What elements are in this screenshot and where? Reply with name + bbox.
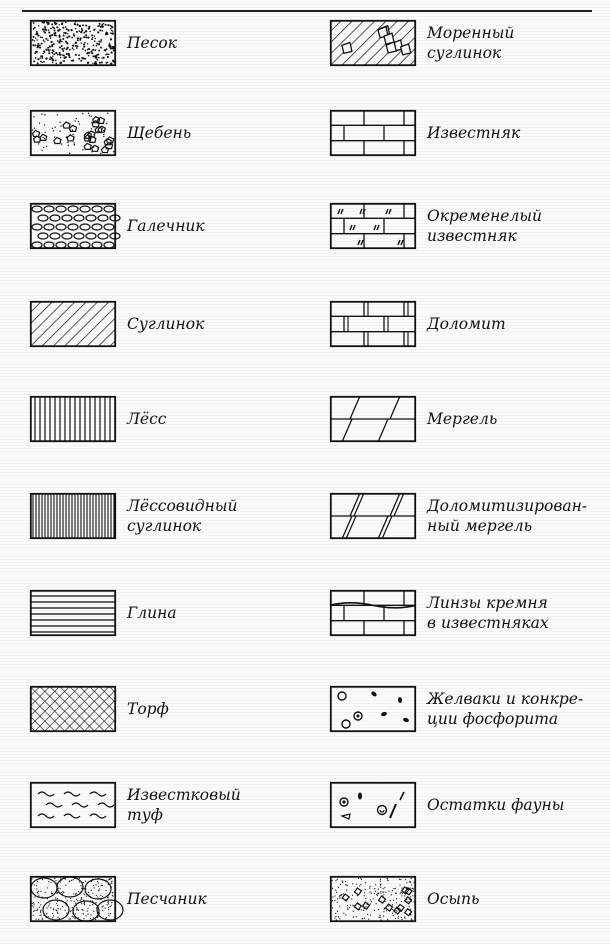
legend-label: Остатки фауны: [427, 796, 565, 814]
wavy-lines-swatch: [30, 782, 116, 828]
pebbles-swatch: [30, 203, 116, 249]
legend-label: Моренный суглинок: [427, 24, 515, 62]
legend-label: Окременелый известняк: [427, 207, 542, 245]
diagonal-hatch-swatch: [30, 301, 116, 347]
sand-swatch: [30, 20, 116, 66]
legend-label: Известняк: [427, 124, 521, 142]
legend-label: Известковый туф: [127, 786, 241, 824]
legend-label: Щебень: [127, 124, 192, 142]
slanted-brick-dolomitic-swatch: [330, 493, 416, 539]
legend-label: Желваки и конкре- ции фосфорита: [427, 690, 584, 728]
legend-label: Осыпь: [427, 890, 480, 908]
slanted-brick-swatch: [330, 396, 416, 442]
legend-label: Доломит: [427, 315, 506, 333]
legend-label: Доломитизирован- ный мергель: [427, 497, 588, 535]
scree-swatch: [330, 876, 416, 922]
legend-label: Галечник: [127, 217, 205, 235]
legend-label: Линзы кремня в известняках: [427, 594, 549, 632]
legend-label: Торф: [127, 700, 169, 718]
brick-dolomite-swatch: [330, 301, 416, 347]
gravel-crushed-swatch: [30, 110, 116, 156]
legend-label: Глина: [127, 604, 177, 622]
legend-label: Суглинок: [127, 315, 205, 333]
horizontal-lines-swatch: [30, 590, 116, 636]
legend-label: Песчаник: [127, 890, 207, 908]
brick-swatch: [330, 110, 416, 156]
brick-flint-lenses-swatch: [330, 590, 416, 636]
fauna-swatch: [330, 782, 416, 828]
vertical-lines-swatch: [30, 396, 116, 442]
nodules-swatch: [330, 686, 416, 732]
sandstone-swatch: [30, 876, 116, 922]
legend-label: Мергель: [427, 410, 498, 428]
legend-label: Лёсс: [127, 410, 167, 428]
legend-label: Песок: [127, 34, 177, 52]
dense-vertical-lines-swatch: [30, 493, 116, 539]
cross-hatch-swatch: [30, 686, 116, 732]
brick-silicified-swatch: [330, 203, 416, 249]
legend-label: Лёссовидный суглинок: [127, 497, 238, 535]
moraine-swatch: [330, 20, 416, 66]
